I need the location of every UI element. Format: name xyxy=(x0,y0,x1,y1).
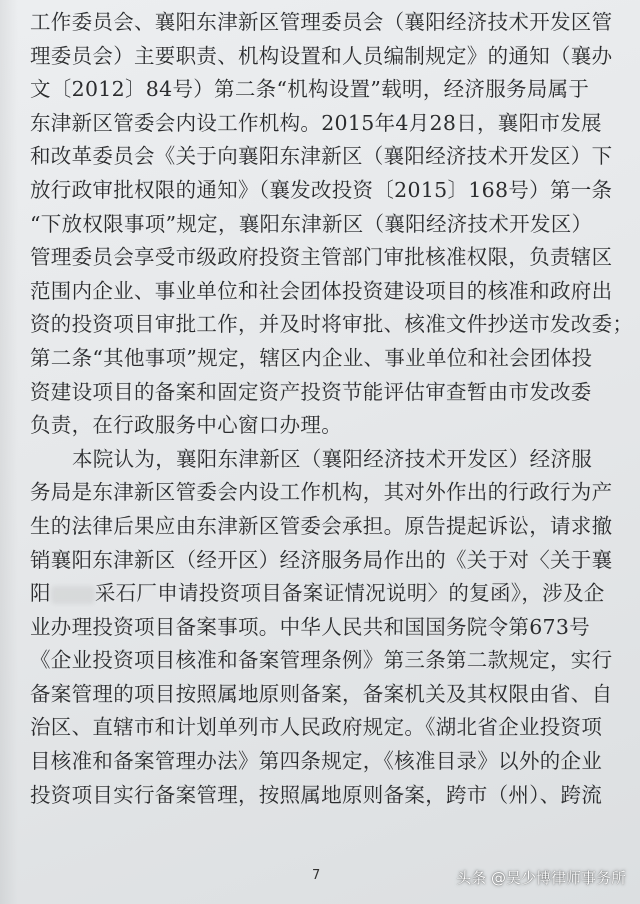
text-line: 理委员会）主要职责、机构设置和人员编制规定》的通知（襄办 xyxy=(30,43,613,68)
redacted-name xyxy=(51,586,95,604)
page-edge-shadow xyxy=(0,0,18,904)
text-line: 工作委员会、襄阳东津新区管理委员会（襄阳经济技术开发区管 xyxy=(30,10,613,34)
text-line: 文〔2012〕84号）第二条“机构设置”载明，经济服务局属于 xyxy=(30,77,590,102)
text-line-with-redaction xyxy=(30,577,630,611)
text-line: 资建设项目的备案和固定资产投资节能评估审查暂由市发改委 xyxy=(30,379,592,404)
text-line: 管理委员会享受市级政府投资主管部门审批核准权限，负责辖区 xyxy=(30,245,613,270)
text-line: 目核准和备案管理办法》第四条规定，《核准目录》以外的企业 xyxy=(30,749,603,774)
text-line: 生的法律后果应由东津新区管委会承担。原告提起诉讼，请求撤 xyxy=(30,513,613,538)
text-line: 《企业投资项目核准和备案管理条例》第三条第二款规定，实行 xyxy=(30,648,613,673)
text-line: 业办理投资项目备案事项。中华人民共和国国务院令第673号 xyxy=(30,614,591,639)
text-line: 投资项目实行备案管理，按照属地原则备案，跨市（州）、跨流 xyxy=(30,782,603,807)
document-body xyxy=(30,6,634,812)
text-line: 销襄阳东津新区（经开区）经济服务局作出的《关于对〈关于襄 xyxy=(30,547,613,572)
text-line: 范围内企业、事业单位和社会团体投资建设项目的核准和政府出 xyxy=(30,278,613,303)
text-line: 资的投资项目审批工作，并及时将审批、核准文件抄送市发改委； xyxy=(30,312,634,337)
text-fragment: 阳 xyxy=(30,581,51,606)
text-line: 和改革委员会《关于向襄阳东津新区（襄阳经济技术开发区）下 xyxy=(30,144,613,169)
text-line: 治区、直辖市和计划单列市人民政府规定。《湖北省企业投资项 xyxy=(30,715,603,740)
text-line: “下放权限事项”规定，襄阳东津新区（襄阳经济技术开发区） xyxy=(30,211,593,236)
text-line: 东津新区管委会内设工作机构。2015年4月28日，襄阳市发展 xyxy=(30,110,602,135)
text-line: 第二条“其他事项”规定，辖区内企业、事业单位和社会团体投 xyxy=(30,345,593,370)
text-line: 备案管理的项目按照属地原则备案，备案机关及其权限由省、自 xyxy=(30,681,613,706)
page-number: 7 xyxy=(312,868,321,883)
paragraph-first-line: 本院认为，襄阳东津新区（襄阳经济技术开发区）经济服 xyxy=(72,446,592,471)
watermark: 头条 @吴少博律师事务所 xyxy=(456,869,626,887)
text-line: 务局是东津新区管委会内设工作机构，其对外作出的行政行为产 xyxy=(30,480,613,505)
text-fragment: 采石厂申请投资项目备案证情况说明〉的复函》，涉及企 xyxy=(94,581,605,606)
text-line: 放行政审批权限的通知》（襄发改投资〔2015〕168号）第一条 xyxy=(30,177,613,202)
text-line: 负责，在行政服务中心窗口办理。 xyxy=(30,413,342,438)
